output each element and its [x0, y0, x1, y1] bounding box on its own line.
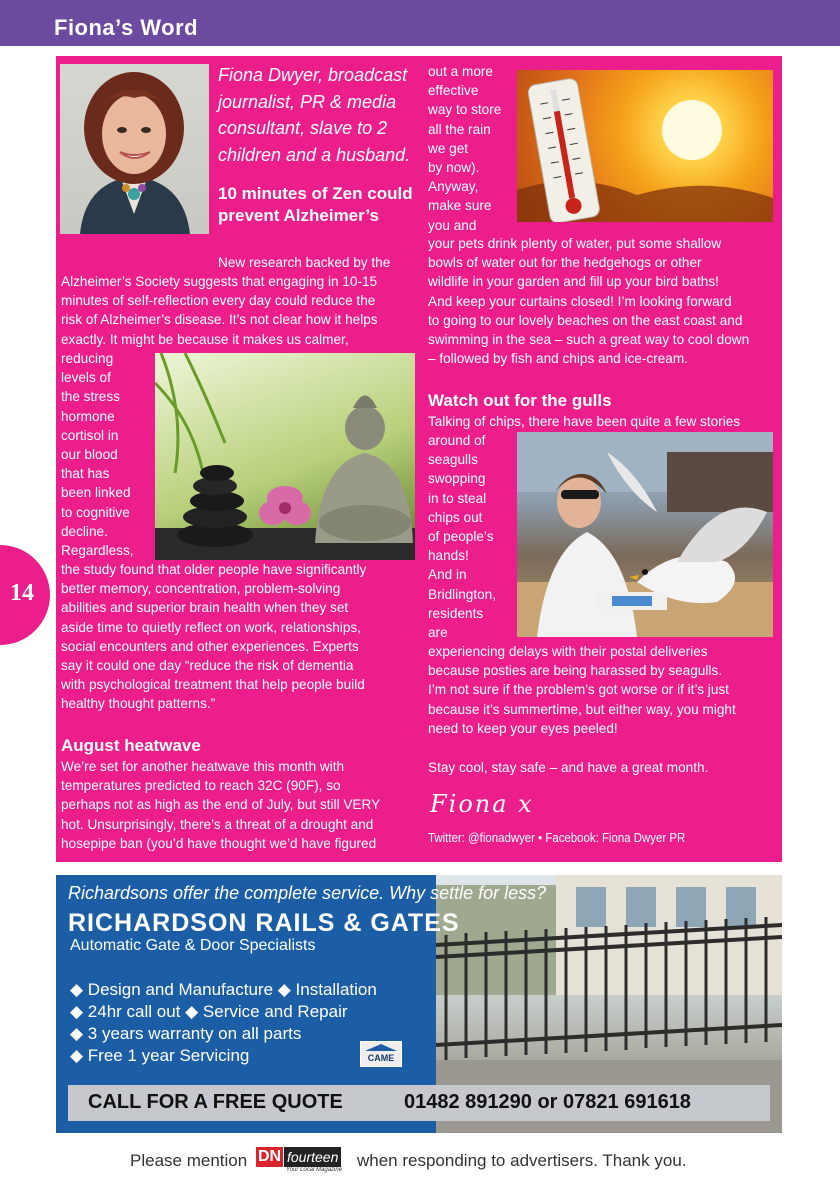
text-line: you and: [428, 217, 477, 233]
gulls-lead: Talking of chips, there have been quite a few stories: [428, 414, 741, 429]
text-line: experiencing delays with their postal deliveries: [428, 644, 708, 659]
ad-bullet: ◆ Free 1 year Servicing: [70, 1046, 250, 1065]
author-intro: [218, 62, 424, 168]
gulls-wrap: [428, 431, 518, 642]
text-line: to going to our lovely beaches on the east coast and: [428, 312, 743, 328]
heatwave-cont-wrap: [428, 62, 518, 235]
ad-bullet: ◆ Design and Manufacture ◆ Installation: [70, 980, 377, 999]
text-line: around of: [428, 433, 486, 448]
text-line: cortisol in: [61, 427, 119, 443]
text-line: Bridlington,: [428, 586, 497, 602]
text-line: by now).: [428, 160, 480, 176]
ad-bullet: ◆ 3 years warranty on all parts: [70, 1024, 302, 1043]
text-line: hot. Unsurprisingly, there’s a threat of a drought and: [61, 816, 374, 832]
ad-cta: CALL FOR A FREE QUOTE: [88, 1091, 343, 1113]
text-line: in to steal: [428, 490, 487, 506]
text-line: we get: [428, 140, 469, 156]
text-line: are: [428, 625, 448, 641]
ad-cta-bar: [68, 1085, 770, 1121]
text-line: to cognitive: [61, 504, 130, 520]
dn-logo-word: fourteen: [284, 1147, 341, 1167]
text-line: Anyway,: [428, 179, 479, 195]
came-logo: [360, 1041, 402, 1067]
ad-phones: 01482 891290 or 07821 691618: [404, 1091, 691, 1113]
text-line: risk of Alzheimer’s disease. It’s not clear how it helps: [61, 312, 378, 328]
text-line: decline.: [61, 523, 108, 539]
text-line: chips out: [428, 509, 483, 525]
ad-tagline: Richardsons offer the complete service. Why settle for less?: [68, 883, 547, 903]
text-line: all the rain: [428, 121, 491, 137]
seagull-photo: [517, 432, 773, 637]
text-line: your pets drink plenty of water, put some shallow: [428, 236, 722, 251]
text-line: because posties are being harassed by seagulls.: [428, 663, 722, 679]
text-line: way to store: [428, 102, 502, 118]
text-line: hosepipe ban (you’d have thought we’d have figured: [61, 835, 377, 851]
text-line: exactly. It might be because it makes us calmer,: [61, 331, 349, 347]
text-line: with psychological treatment that help people build: [61, 677, 365, 693]
text-line: aside time to quietly reflect on work, relationships,: [61, 619, 361, 635]
buddha-stones-image: [155, 353, 415, 560]
advertisement: [56, 875, 782, 1133]
came-logo-icon: [361, 1042, 401, 1052]
came-logo-text: CAME: [367, 1053, 395, 1063]
text-line: because it’s summertime, but either way, you might: [428, 701, 736, 717]
text-line: our blood: [61, 447, 118, 463]
page-number: 14: [10, 580, 34, 606]
zen-heading: 10 minutes of Zen could prevent Alzheimer’s: [218, 184, 413, 225]
text-line: reducing: [61, 351, 114, 366]
text-line: I’m not sure if the problem’s got worse or if it’s just: [428, 682, 729, 698]
text-line: been linked: [61, 485, 131, 501]
text-line: make sure: [428, 198, 492, 214]
author-name: Fiona Dwyer,: [218, 65, 324, 85]
text-line: healthy thought patterns.”: [61, 696, 216, 712]
text-line: the stress: [61, 389, 120, 405]
ad-bullet: ◆ 24hr call out ◆ Service and Repair: [70, 1002, 348, 1021]
sun-thermometer-image: [517, 70, 773, 222]
text-line: need to keep your eyes peeled!: [428, 720, 618, 736]
author-description: broadcast journalist, PR & media consultant, slave to 2 children and a husband.: [218, 65, 411, 165]
page-title: Fiona’s Word: [54, 15, 199, 40]
text-line: residents: [428, 605, 484, 621]
text-line: And in: [428, 567, 467, 583]
text-line: bowls of water out for the hedgehogs or other: [428, 255, 702, 271]
footer-before: Please mention: [130, 1151, 248, 1170]
text-line: – followed by fish and chips and ice-cream.: [428, 351, 688, 367]
ad-bullets: [70, 979, 377, 1067]
text-line: swimming in the sea – such a great way to cool down: [428, 332, 750, 348]
heatwave-lines: [61, 757, 421, 853]
gulls-heading: Watch out for the gulls: [428, 391, 612, 410]
text-line: hands!: [428, 548, 469, 564]
footer-after: when responding to advertisers. Thank you.: [357, 1151, 687, 1170]
text-line: wildlife in your garden and fill up your bird baths!: [428, 274, 719, 290]
zen-wrap: [61, 349, 157, 560]
text-line: the study found that older people have significantly: [61, 562, 367, 577]
dn-logo-dn: DN: [258, 1148, 282, 1165]
text-line: effective: [428, 83, 479, 99]
zen-lead: New research backed by the: [218, 255, 391, 270]
text-line: temperatures predicted to reach 32C (90F), so: [61, 778, 341, 794]
text-line: that has: [61, 466, 110, 482]
text-line: hormone: [61, 408, 115, 424]
text-line: Alzheimer’s Society suggests that engaging in 10-15: [61, 274, 378, 289]
heatwave-cont-lines: [428, 234, 784, 368]
social-links: Twitter: @fionadwyer • Facebook: Fiona Dwyer PR: [428, 830, 686, 845]
author-photo: [60, 64, 209, 234]
text-line: out a more: [428, 64, 493, 79]
text-line: seagulls: [428, 452, 478, 468]
text-line: levels of: [61, 370, 111, 386]
text-line: social encounters and other experiences. Experts: [61, 638, 359, 654]
gulls-lines: [428, 642, 784, 738]
ad-subtitle: Automatic Gate & Door Specialists: [70, 937, 316, 954]
zen-lines1: [61, 272, 421, 349]
closing-line: Stay cool, stay safe – and have a great month.: [428, 760, 709, 775]
zen-lines2: [61, 560, 421, 714]
text-line: Regardless,: [61, 543, 134, 559]
text-line: And keep your curtains closed! I’m looking forward: [428, 293, 732, 309]
text-line: abilities and superior brain health when they set: [61, 600, 349, 616]
text-line: of people’s: [428, 529, 494, 545]
text-line: perhaps not as high as the end of July, but still VERY: [61, 797, 381, 813]
heatwave-heading: August heatwave: [61, 736, 201, 755]
text-line: We’re set for another heatwave this month with: [61, 759, 345, 774]
text-line: swopping: [428, 471, 486, 487]
text-line: better memory, concentration, problem-solving: [61, 581, 341, 597]
signature: Fiona x: [430, 790, 534, 818]
dn-logo-tag: Your Local Magazine: [286, 1167, 343, 1173]
footer: [0, 1148, 840, 1178]
dn-logo: [256, 1147, 350, 1175]
text-line: say it could one day “reduce the risk of dementia: [61, 658, 354, 674]
ad-company: RICHARDSON RAILS & GATES: [68, 909, 460, 937]
text-line: minutes of self-reflection every day could reduce the: [61, 293, 376, 309]
